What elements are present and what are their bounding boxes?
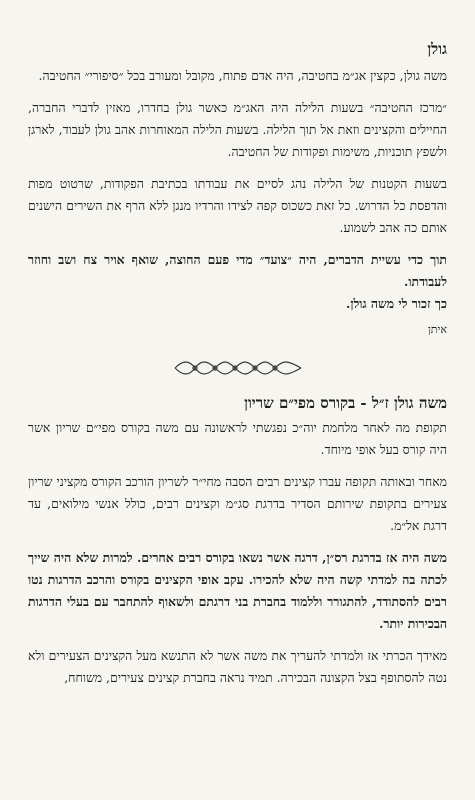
- paragraph: מאידך הכרתי אז ולמדתי להעריך את משה אשר לא התנשא מעל הקצינים הצעירים ולא נטה להסתופף בצל הקצונה הבכירה. תמיד נראה בחברת קצינים צעירים, משוחח,: [28, 648, 447, 685]
- paragraph: בשעות הקטנות של הלילה נהג לסיים את עבודתו בכתיבת הפקודות, שרטוט מפות והדפסת כל הדרוש. כל זאת כשכוס קפה לצידו והרדיו מנגן ללא הרף את השירים הישנים אותם כה אהב לשמוע.: [28, 176, 447, 235]
- section-title: משה גולן ז״ל - בקורס מפי״ם שריון: [244, 394, 447, 412]
- paragraph: תקופת מה לאחר מלחמת יוה״כ נפגשתי לראשונה עם משה בקורס מפי״ם שריון אשר היה קורס בעל אופי מיוחד.: [28, 420, 447, 457]
- section-heading: גולן: [427, 40, 447, 58]
- paragraph: כך זכור לי משה גולן.: [346, 296, 447, 311]
- paragraph: משה גולן, כקצין אג״מ בחטיבה, היה אדם פתוח, מקובל ומעורב בכל ״סיפורי״ החטיבה.: [38, 68, 447, 83]
- decorative-divider-icon: [173, 358, 303, 378]
- first-section: [28, 40, 447, 336]
- signature: איתן: [428, 323, 447, 336]
- second-section: [28, 394, 447, 689]
- paragraph: ״מרכז החטיבה״ בשעות הלילה היה האג״מ כאשר גולן בחדרו, מאזין לדברי החברה, החיילים והקצינים וזאת אל תוך הלילה. בשעות הלילה המאוחרות אהב גולן לעבוד, לארגן ולשפץ תוכניות, משימות ופקודות של החטיבה.: [28, 100, 447, 159]
- paragraph: תוך כדי עשיית הדברים, היה ״צועד״ מדי פעם החוצה, שואף אויר צח ושב וחוזר לעבודתו.: [28, 252, 447, 289]
- paragraph: משה היה אז בדרגת רס״ן, דרגה אשר נשאו בקורס רבים אחרים. למרות שלא היה שייך לכתה בה למדתי קשה היה שלא להכירו. עקב אופי הקצינים בקורס והרכב הדרגות נטו רבים להסתודד, להתגורר וללמוד בחברת בני דרגתם ולשאוף להתחבר עם בעלי הדרגות הבכירות יותר.: [28, 550, 447, 631]
- paragraph: מאחר ובאותה תקופה עברו קצינים רבים הסבה מחי״ר לשריון הורכב הקורס מקציני שריון צעירים בתקופת שירותם הסדיר בדרגת סג״מ וקצינים רבים, כולל אנשי מילואים, עד דרגת אל״מ.: [28, 474, 447, 533]
